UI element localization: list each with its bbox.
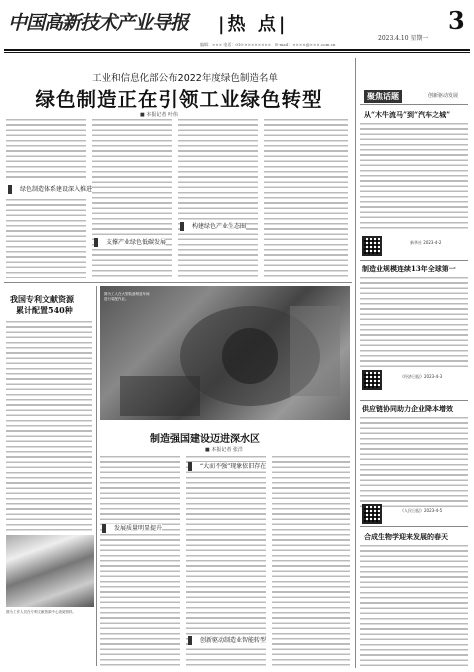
center-story-byline: ■ 本报记者 张洋 <box>205 447 243 453</box>
left-story-photo <box>6 535 94 607</box>
center-subhead-1: “大而不强”现象依旧存在 <box>188 462 266 471</box>
sidebar-item-2-source: 《经济日报》2023-4-3 <box>400 374 443 379</box>
sidebar-divider <box>355 58 356 668</box>
sidebar-item-1-body <box>360 122 468 232</box>
lead-kicker: 工业和信息化部公布2022年度绿色制造名单 <box>92 73 278 84</box>
page-header <box>0 0 474 52</box>
sidebar-rule-2 <box>360 400 468 401</box>
center-subhead-2: 发展质量明显提升 <box>102 524 162 533</box>
left-story-headline-2: 累计配置540种 <box>16 305 73 315</box>
masthead: 中国高新技术产业导报 <box>8 12 189 34</box>
sidebar-item-2-title: 制造业规模连续13年全球第一 <box>362 264 456 273</box>
sidebar-item-3-title: 供应链协同助力企业降本增效 <box>362 404 453 413</box>
sidebar-tag: 聚焦话题 <box>364 90 402 103</box>
sidebar-item-2-body <box>360 276 468 368</box>
lead-body-col2 <box>92 118 172 278</box>
sidebar-item-3-body <box>360 416 468 508</box>
lead-bottom-rule <box>4 282 352 283</box>
lead-subhead-2: 支撑产业绿色低碳发展 <box>94 238 166 247</box>
lead-headline: 绿色制造正在引领工业绿色转型 <box>35 88 323 111</box>
left-story-headline-1: 我国专利文献资源 <box>10 294 74 304</box>
sidebar-item-3-qr-code <box>362 504 382 524</box>
sidebar-item-1-qr-code <box>362 236 382 256</box>
center-subhead-3: 创新驱动制造业智能转型 <box>188 636 266 645</box>
center-story-headline: 制造强国建设迈进深水区 <box>150 434 260 445</box>
left-story-caption: 图为工作人员在专利文献资源中心查阅资料。 <box>6 610 76 614</box>
header-rule-thin <box>4 52 470 53</box>
lead-subhead-3: 构建绿色产业生态圈 <box>180 222 246 231</box>
sidebar-tag-sub: 创新驱动发展 <box>428 93 459 99</box>
contact-line: 编辑：××× 电话：010-×××××××× E-mail：××××@×××.com.cn <box>200 42 336 47</box>
center-body-col1 <box>100 455 180 667</box>
sidebar-item-1-title: 从“木牛流马”到“汽车之城” <box>364 110 451 119</box>
lead-subhead-1: 绿色制造体系建设深入推进 <box>8 185 92 194</box>
left-story-divider <box>96 286 97 666</box>
header-rule <box>4 49 470 51</box>
sidebar-item-3-source: 《人民日报》2023-4-5 <box>400 508 443 513</box>
lead-byline: ■ 本报记者 叶伟 <box>140 112 178 118</box>
lead-body-col3 <box>178 118 258 278</box>
lead-body-col1 <box>6 118 86 180</box>
left-story-body <box>6 320 92 532</box>
sidebar-item-2-qr-code <box>362 370 382 390</box>
section-title: |热 点| <box>218 14 289 35</box>
sidebar-top-rule <box>360 104 468 105</box>
center-body-col3 <box>272 455 350 667</box>
page-number: 3 <box>448 6 465 35</box>
sidebar-item-4-body <box>360 544 468 666</box>
sidebar-item-1-source: 新华社 2023-4-2 <box>410 240 442 245</box>
sidebar-rule-1 <box>360 260 468 261</box>
lead-body-col1b <box>6 198 86 278</box>
sidebar-rule-3 <box>360 526 468 527</box>
lead-body-col4 <box>264 118 348 278</box>
issue-date: 2023.4.10 星期一 <box>378 35 429 42</box>
sidebar-item-4-title: 合成生物学迎来发展的春天 <box>364 532 448 541</box>
center-photo-caption: 图为工人在大型装备制造车间进行装配作业。 <box>104 292 150 301</box>
